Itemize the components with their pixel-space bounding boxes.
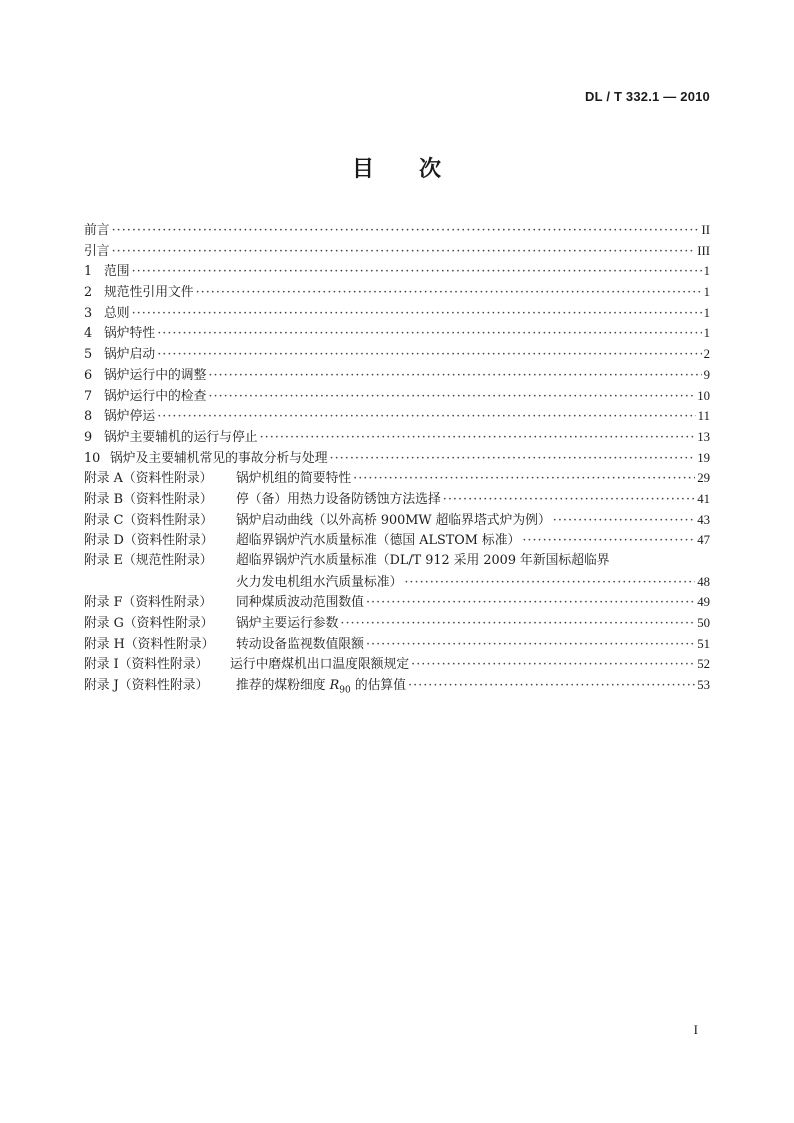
toc-row-chapter-8[interactable]: [84, 406, 710, 427]
toc-label: [84, 449, 328, 470]
fineness-subscript: 90: [339, 685, 351, 696]
appendix-title: 运行中磨煤机出口温度限额规定: [230, 657, 410, 673]
dot-leader: [196, 283, 702, 304]
toc-label: [84, 366, 206, 387]
appendix-title: 停（备）用热力设备防锈蚀方法选择: [236, 491, 441, 507]
chapter-title: 锅炉主要辅机的运行与停止: [104, 429, 258, 445]
toc-row-appendix-f[interactable]: [84, 592, 710, 613]
dot-leader: [366, 593, 695, 614]
toc-row-chapter-4[interactable]: [84, 323, 710, 344]
toc-row-appendix-c[interactable]: [84, 510, 710, 531]
toc-page-number: 1: [703, 305, 710, 320]
toc-page-number: 11: [697, 409, 710, 424]
toc-label: [84, 511, 551, 532]
dot-leader: [443, 490, 695, 511]
chapter-number: 5: [84, 347, 93, 363]
dot-leader: [112, 221, 700, 242]
toc-row-chapter-2[interactable]: [84, 282, 710, 303]
dot-leader: [132, 304, 702, 325]
dot-leader: [208, 366, 701, 387]
chapter-number: 4: [84, 326, 93, 342]
toc-label: [84, 676, 406, 701]
chapter-number: 6: [84, 367, 93, 383]
dot-leader: [330, 449, 696, 470]
toc-page-number: 1: [703, 285, 710, 300]
dot-leader: [157, 407, 695, 428]
page-title: [0, 152, 794, 183]
toc-label: [84, 531, 520, 552]
toc-page-number: II: [701, 223, 710, 237]
dot-leader: [353, 469, 695, 490]
toc-page-number: 10: [697, 388, 710, 403]
fineness-symbol: R: [329, 678, 340, 694]
toc-row-appendix-e-continued[interactable]: [84, 572, 710, 593]
toc-label: 引言: [84, 243, 110, 259]
appendix-prefix: 附录 C（资料性附录）: [84, 512, 214, 528]
toc-label: [84, 262, 130, 283]
appendix-title: 火力发电机组水汽质量标准）: [236, 574, 403, 590]
appendix-prefix: 附录 G（资料性附录）: [84, 616, 214, 632]
dot-leader: [522, 531, 695, 552]
toc-label: [84, 593, 364, 614]
toc-page-number: 50: [697, 616, 710, 631]
dot-leader: [404, 573, 695, 594]
dot-leader: [366, 635, 695, 656]
appendix-title: 同种煤质波动范围数值: [236, 595, 364, 611]
chapter-title: 锅炉运行中的检查: [104, 388, 207, 404]
toc-page-number: 1: [703, 326, 710, 341]
toc-label: [84, 551, 610, 572]
toc-row-introduction[interactable]: [84, 241, 710, 262]
toc-row-appendix-d[interactable]: [84, 530, 710, 551]
title-char-2: 次: [419, 157, 443, 182]
toc-label: 前言: [84, 223, 110, 238]
chapter-title: 锅炉运行中的调整: [104, 367, 207, 383]
toc-label: [84, 324, 155, 345]
toc-page-number: III: [697, 243, 710, 258]
toc-page-number: 1: [703, 264, 710, 279]
appendix-title: 锅炉机组的简要特性: [236, 471, 352, 487]
chapter-title: 锅炉及主要辅机常见的事故分析与处理: [110, 450, 328, 466]
appendix-title: 超临界锅炉汽水质量标准（德国 ALSTOM 标准）: [236, 533, 521, 549]
toc-row-chapter-1[interactable]: [84, 261, 710, 282]
toc-page-number: 51: [697, 636, 710, 651]
appendix-title: 超临界锅炉汽水质量标准（DL/T 912 采用 2009 年新国标超临界: [236, 553, 610, 568]
appendix-prefix: 附录 F（资料性附录）: [84, 595, 213, 611]
title-char-1: 目: [351, 157, 375, 182]
chapter-number: 8: [84, 409, 93, 425]
toc-row-chapter-7[interactable]: [84, 386, 710, 407]
chapter-number: 10: [84, 450, 101, 466]
table-of-contents: [84, 220, 710, 696]
dot-leader: [157, 324, 701, 345]
appendix-prefix: 附录 B（资料性附录）: [84, 491, 213, 507]
toc-label: [84, 283, 194, 304]
chapter-number: 3: [84, 305, 93, 321]
toc-row-appendix-j[interactable]: [84, 675, 710, 696]
toc-label: [84, 304, 130, 325]
toc-page-number: 19: [697, 450, 710, 465]
toc-label: [84, 573, 402, 594]
chapter-number: 7: [84, 388, 93, 404]
appendix-prefix: 附录 J（资料性附录）: [84, 678, 209, 694]
toc-row-appendix-g[interactable]: [84, 613, 710, 634]
toc-row-chapter-5[interactable]: [84, 344, 710, 365]
toc-row-chapter-3[interactable]: [84, 303, 710, 324]
chapter-title: 规范性引用文件: [104, 285, 194, 301]
toc-row-chapter-9[interactable]: [84, 427, 710, 448]
appendix-prefix: 附录 A（资料性附录）: [84, 471, 213, 487]
appendix-title-part: 的估算值: [350, 678, 407, 694]
toc-label: [84, 469, 351, 490]
dot-leader: [340, 614, 695, 635]
chapter-number: 9: [84, 429, 93, 445]
dot-leader: [132, 262, 702, 283]
toc-page-number: 52: [697, 657, 710, 672]
dot-leader: [260, 428, 696, 449]
toc-row-chapter-6[interactable]: [84, 365, 710, 386]
chapter-title: 总则: [104, 305, 130, 321]
page-number: I: [693, 1022, 698, 1037]
appendix-title-part: 推荐的煤粉细度: [236, 678, 330, 694]
appendix-title: 锅炉启动曲线（以外高桥 900MW 超临界塔式炉为例）: [236, 512, 551, 528]
toc-page-number: 13: [697, 429, 710, 444]
dot-leader: [208, 387, 695, 408]
appendix-prefix: 附录 H（资料性附录）: [84, 636, 215, 652]
appendix-title: 转动设备监视数值限额: [236, 636, 364, 652]
toc-label: [84, 490, 441, 511]
appendix-prefix: 附录 I（资料性附录）: [84, 657, 209, 673]
chapter-title: 锅炉特性: [104, 326, 156, 342]
dot-leader: [157, 345, 701, 366]
toc-page-number: 9: [703, 367, 710, 382]
toc-page-number: 47: [697, 533, 710, 548]
appendix-prefix: 附录 D（资料性附录）: [84, 533, 214, 549]
toc-page-number: 48: [697, 574, 710, 589]
toc-row-appendix-h[interactable]: [84, 634, 710, 655]
dot-leader: [553, 511, 695, 532]
toc-page-number: 29: [697, 471, 710, 486]
dot-leader: [411, 655, 695, 676]
dot-leader: [408, 676, 695, 697]
dot-leader: [112, 242, 696, 263]
toc-label: [84, 614, 338, 635]
toc-page-number: 53: [697, 678, 710, 693]
toc-label: [84, 387, 206, 408]
toc-row-appendix-e[interactable]: [84, 551, 710, 572]
chapter-title: 锅炉启动: [104, 347, 156, 363]
toc-row-foreword[interactable]: [84, 220, 710, 241]
chapter-title: 锅炉停运: [104, 409, 156, 425]
toc-page-number: 49: [697, 595, 710, 610]
chapter-number: 1: [84, 264, 93, 280]
toc-label: [84, 655, 409, 676]
appendix-title: 锅炉主要运行参数: [236, 616, 339, 632]
toc-label: [84, 345, 155, 366]
toc-row-appendix-a[interactable]: [84, 468, 710, 489]
toc-page-number: 2: [703, 347, 710, 362]
toc-label: [84, 407, 155, 428]
toc-label: [84, 428, 258, 449]
toc-row-appendix-b[interactable]: [84, 489, 710, 510]
chapter-number: 2: [84, 285, 93, 301]
toc-label: [84, 635, 364, 656]
toc-page-number: 41: [697, 491, 710, 506]
appendix-prefix: 附录 E（规范性附录）: [84, 553, 213, 568]
document-code: DL / T 332.1 — 2010: [585, 89, 710, 104]
toc-row-chapter-10[interactable]: [84, 448, 710, 469]
toc-row-appendix-i[interactable]: [84, 654, 710, 675]
chapter-title: 范围: [104, 264, 130, 280]
toc-page-number: 43: [697, 512, 710, 527]
